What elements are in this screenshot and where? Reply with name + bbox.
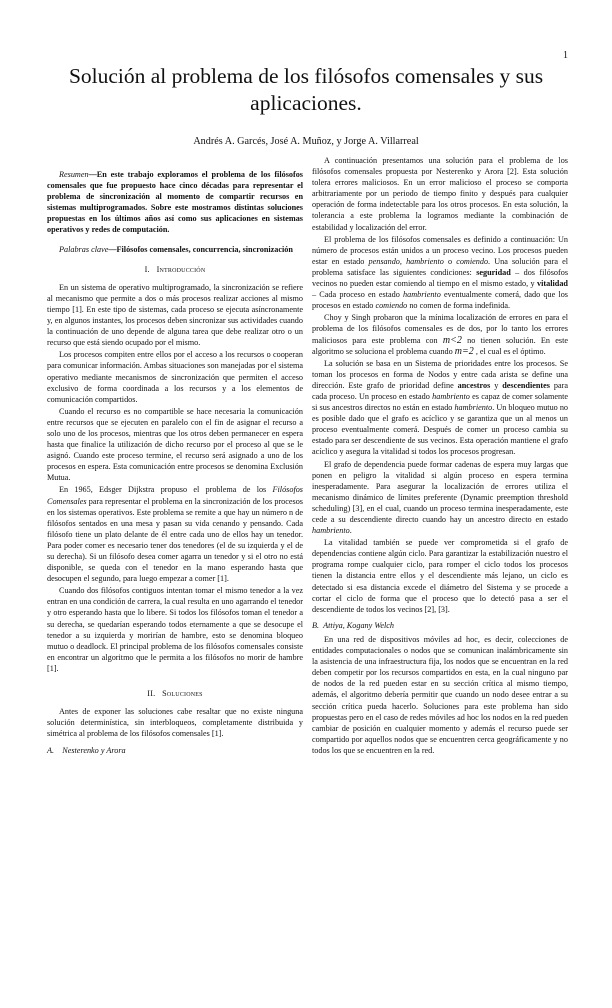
section-number: I.	[144, 264, 150, 274]
text-run-bold: descendientes	[502, 380, 550, 390]
text-run: eventualmente comerá, dado que los procesos en estado	[312, 290, 568, 311]
text-run: – dos filósofos vecinos no pueden estar comiendo al tiempo en el mismo estado, y	[312, 267, 569, 289]
right-paragraph-7: En una red de dispositivos móviles ad hoc, es decir, colecciones de entidades computacionales o nodos que se comunican inalámbricamente sin la asistencia de una infraestructura fija, los nodos que se encuentran en la red deben competir por los recursos compartidos en esta, en la cual ninguno par de nodos de la red pueden estar en su sección crítica al mismo tiempo, además, el algoritmo debería permitir que cuando un nodo desee entrar a su sección crítica pueda hacerlo. Soluciones para este problema han sido propuestas pero en el caso de redes móviles ad hoc los nodos en la red pueden cambiar de posición en cualquier momento y además el recurso puede ser compartido por aquellos nodos que se encuentren cerca geográficamente y no todos los que se encuentren en la red.	[312, 634, 568, 755]
text-run-bold: ancestros	[457, 380, 491, 390]
math-inline: m=2	[454, 345, 474, 357]
text-run: no tienen solución. En este algoritmo se soluciona el problema cuando	[312, 335, 568, 356]
section-title: Introducción	[156, 264, 206, 274]
text-run-bold: vitalidad	[537, 279, 568, 289]
left-column	[47, 155, 303, 760]
text-run: . Un bloqueo mutuo no es posible dado que el grafo es acíclico y se garantiza que un al menos un proceso eventualmente comerá. Después de comer un proceso cambia su estado para ser descendiente de sus vecinos. Esta operación mantiene el grafo acíclico y asegura la vitalidad si todos los procesos progresan.	[312, 403, 569, 457]
text-run-italic: Filósofos Comensales	[47, 485, 303, 506]
text-run-italic: comiendo	[375, 301, 408, 311]
abstract-text: —En este trabajo exploramos el problema de los filósofos comensales que fue propuesto hace cinco décadas para representar el problema de sincronización al momento de compartir recursos en sistemas multiprogramados. Sobre este mostramos distintas soluciones propuestas en los últimos años así como sus aplicaciones en sistemas operativos y redes de computación.	[47, 170, 303, 235]
right-paragraph-4	[312, 358, 568, 458]
text-run: – Cada proceso en estado	[312, 290, 404, 300]
right-paragraph-2	[312, 234, 568, 312]
text-run: es capaz de comer solamente si sus ancestros directos no están en estado	[312, 391, 568, 413]
text-run: y	[490, 380, 503, 390]
text-run: .	[349, 526, 352, 536]
text-run: . Una solución para el problema satisface las siguientes condiciones:	[312, 256, 569, 277]
keywords-text: —Filósofos comensales, concurrencia, sincronización	[108, 244, 293, 254]
text-run: ,	[399, 256, 407, 266]
text-run: La solución se basa en un Sistema de prioridades entre los procesos. Se toman los procesos en forma de Nodos y entre cada arista se define una dirección. Este grafo de prioridad define	[312, 358, 568, 390]
text-run: En 1965, Edsger Dijkstra propuso el problema de los	[59, 485, 273, 495]
page-number: 1	[563, 50, 568, 61]
section-title: Soluciones	[162, 689, 203, 699]
right-column	[312, 155, 568, 757]
paper-title: Solución al problema de los filósofos comensales y sus aplicaciones.	[68, 64, 544, 115]
keywords-label: Palabras clave	[59, 244, 109, 254]
right-paragraph-6: La vitalidad también se puede ver comprometida si el grafo de dependencias contiene algún ciclo. Para garantizar la estabilización nuestro el programa rompe cualquier ciclo, para romper el ciclo todos los procesos tienen la distancia entre ellos y el descendiente más lejano, un ciclo es detectado si esa distancia excede el diámetro del Sistema y se procede a cortar el ciclo de forma que el proceso que lo detectó pasa a ser el descendiente de todos los vecinos [2], [3].	[312, 538, 568, 614]
section-number: II.	[147, 689, 156, 699]
text-run-bold: seguridad	[476, 267, 511, 277]
text-run: El problema de los filósofos comensales es definido a continuación: Un número de procesos están unidos a un proceso vecino. Los procesos pueden estar en estado	[312, 234, 568, 266]
subsection-title: Nesterenko y Arora	[62, 746, 126, 756]
text-run: Choy y Singh probaron que la mínima localización de errores en para el problema de los filósofos comensales es de dos, por lo tanto los errores maliciosos para este problema con	[312, 313, 568, 345]
text-run: , el cual es el óptimo.	[473, 346, 546, 356]
text-run: para cada proceso. Un proceso en estado	[312, 380, 569, 401]
text-run-italic: hambriento	[406, 256, 444, 266]
contiguous-paragraph: Cuando dos filósofos contiguos intentan tomar el mismo tenedor a la vez entran en una condición de carrera, la cual resulta en uno agarrando el tenedor y otro esperando hasta que lo libere. Si todos los filósofos toman el tenedor a su derecha, se quedarían esperando todos eternamente a que se desocupe el tenedor a su izquierda y morirían de hambre, esto se denomina bloqueo mutuo o deadlock. El principal problema de los filósofos comensales consiste en encontrar un algoritmo que le permita a los filósofos no morir de hambre [1].	[47, 586, 303, 673]
intro-paragraph-1: En un sistema de operativo multiprogramado, la sincronización se refiere al mecanismo que permite a dos o más procesos realizar acciones al mismo tiempo [1]. En este tipo de sistemas, cada proceso se ejecuta asíncronamente y, en algunos instantes, los procesos deben sincronizar sus actividades cuando la continuación de uno depende de alguna tarea que debe realizar otro o un recurso que está siendo ocupado por el mismo.	[47, 282, 303, 348]
subsection-heading-a	[47, 745, 303, 756]
text-run-italic: hambriento	[454, 403, 493, 413]
text-run-italic: pensando	[368, 256, 400, 266]
text-run: o	[443, 256, 457, 266]
math-inline: m<2	[442, 334, 462, 346]
text-run: El grafo de dependencia puede formar cadenas de espera muy largas que ponen en peligro la vitalidad si algún proceso en espera termina inesperadamente. Para asegurar la localización de errores utiliza el mecanismo dinámico de límites preferente (Dynamic preemption threshold scheduling) [3], en el cual, cuando un proceso termina inesperadamente, este cede a su descendiente directo cuando hay un ancestro directo en estado	[312, 459, 568, 524]
dijkstra-paragraph	[47, 484, 303, 584]
text-run-italic: comiendo	[456, 256, 489, 266]
abstract	[47, 169, 303, 236]
subsection-label: A.	[47, 746, 55, 756]
right-paragraph-3	[312, 312, 568, 356]
paper-authors: Andrés A. Garcés, José A. Muñoz, y Jorge A. Villarreal	[193, 136, 419, 147]
section-heading-introduccion	[47, 264, 303, 275]
abstract-label: Resumen	[59, 170, 89, 179]
text-run: para representar el problema en la sincronización de los procesos en los sistemas operativos. Este problema se remite a que hay un número n de filósofos sentados en una mesa y pasan su vida cenando y pensando. Cada filósofo tiene un plato delante de él entre cada uno de ellos hay un tenedor. Para poder comer es necesario tener dos tenedores (el de su izquierda y el de su derecha). Si un filósofo desea comer agarra un tenedor y si el otro no está disponible, se queda con el tenedor en la mano esperando hasta que desocupen el segundo, para luego empezar a comer [1].	[47, 496, 303, 584]
subsection-label: B.	[312, 620, 320, 630]
section-heading-soluciones	[47, 688, 303, 699]
solutions-paragraph: Antes de exponer las soluciones cabe resaltar que no existe ninguna solución determinística, sin interbloqueos, completamente distribuida y simétrica al problema de los filósofos comensales [1].	[47, 707, 303, 739]
subsection-heading-b	[312, 620, 568, 631]
subsection-title: Attiya, Kogany Welch	[323, 620, 395, 630]
intro-paragraph-3: Cuando el recurso es no compartible se hace necesaria la comunicación entre recursos que se ejecuten en paralelo con el fin de asignar el recurso a solo uno de los procesos, mientras que los otros deben permanecer en espera hasta que finalice la utilización de dicho recurso por el proceso al que se le asignó. Cuando este proceso termine, el recurso será asignado a uno de los procesos en espera. Esta comunicación entre procesos se denomina Exclusión Mutua.	[47, 406, 303, 483]
text-run-italic: hambriento	[312, 526, 350, 536]
text-run-italic: hambriento	[403, 290, 441, 300]
right-paragraph-1: A continuación presentamos una solución para el problema de los filósofos comensales propuesta por Nesterenko y Arora [2]. Esta solución tolera errores maliciosos. En un error malicioso el proceso se comporta arbitrariamente por un periodo de tiempo finito y después para cualquier operación de forma indetectable para los otros procesos. En esta solución, la tolerancia a este problema la logramos mediante la combinación de estabilidad y localización del error.	[312, 156, 568, 232]
text-run-italic: hambriento	[432, 391, 470, 401]
intro-paragraph-2: Los procesos compiten entre ellos por el acceso a los recursos o cooperan para comunicar información. Ambas situaciones son manejadas por el sistema operativo mediante mecanismos de sincronización que permiten el acceso exclusivo de forma coordinada a los recursos y a los elementos de comunicación compartidos.	[47, 350, 303, 404]
keywords	[47, 244, 303, 255]
right-paragraph-5	[312, 459, 568, 537]
text-run: no comen de forma indefinida.	[407, 301, 511, 311]
